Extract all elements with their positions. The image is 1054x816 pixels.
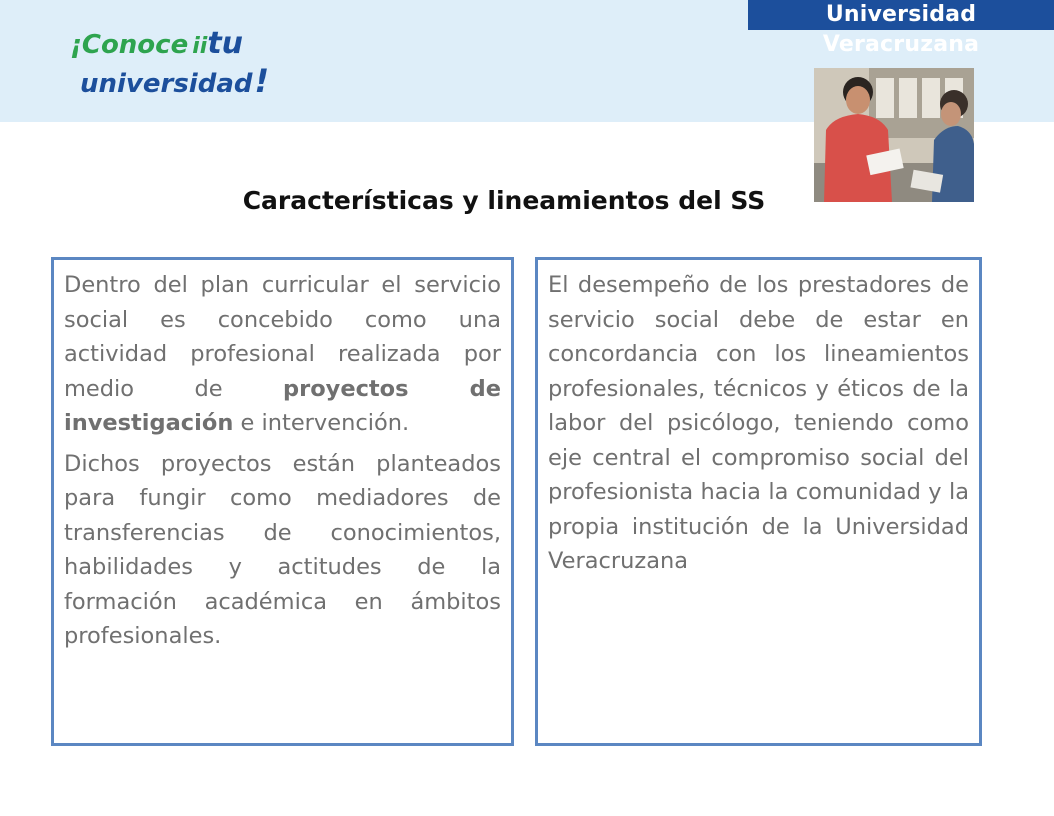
- logo-line-2: [80, 62, 269, 100]
- logo-exclamation: !: [254, 62, 270, 100]
- students-photo: [814, 68, 974, 202]
- page-title: Características y lineamientos del SS: [242, 186, 766, 215]
- left-text-box: [51, 257, 514, 746]
- left-paragraph-1-emphasis: proyectos de investigación: [64, 375, 501, 436]
- left-paragraph-1: [64, 268, 501, 441]
- logo-line-1: [70, 26, 243, 61]
- right-paragraph-1: El desempeño de los prestadores de servicio social debe de estar en concordancia con los lineamientos profesionales, técnicos y éticos de la labor del psicólogo, teniendo como eje central el compromiso social del profesionista hacia la comunidad y la propia institución de la Universidad Veracruzana: [548, 272, 969, 574]
- right-text-box: [535, 257, 982, 746]
- left-paragraph-1-end: e intervención.: [233, 410, 410, 436]
- institution-banner: Universidad Veracruzana: [748, 0, 1054, 30]
- left-paragraph-2: Dichos proyectos están planteados para fungir como mediadores de transferencias de conocimientos, habilidades y actitudes de la formación académica en ámbitos profesionales.: [64, 450, 501, 649]
- logo-tu-word: tu: [207, 26, 244, 61]
- logo-tu-accent-icon: ii: [192, 34, 208, 59]
- students-photo-illustration: [814, 68, 974, 202]
- left-paragraph-1-start: Dentro del plan curricular el servicio social es concebido como una actividad profesional realizada por medio de: [64, 272, 501, 402]
- logo-universidad-text: universidad: [80, 69, 253, 99]
- conoce-tu-universidad-logo: [70, 22, 290, 102]
- logo-tu-text: [192, 26, 243, 61]
- logo-conoce-text: ¡Conoce: [70, 30, 189, 60]
